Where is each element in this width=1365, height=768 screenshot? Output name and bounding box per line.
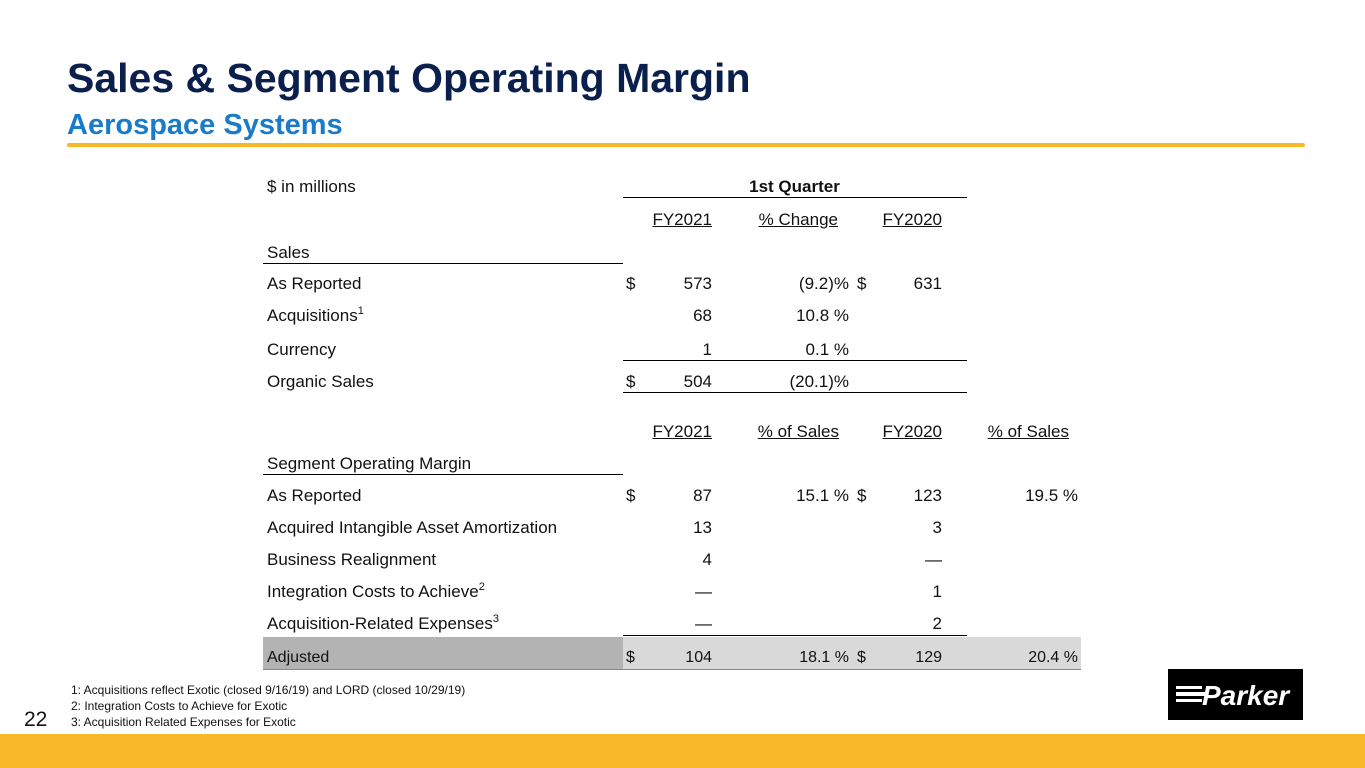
footer-bar bbox=[0, 734, 1365, 768]
cell-fy2020: 631 bbox=[913, 274, 942, 293]
row-label: As Reported bbox=[267, 274, 362, 293]
cell-fy2021: 13 bbox=[693, 518, 712, 537]
row-label: Acquisitions$^1$ bbox=[267, 305, 364, 325]
row-label: Currency bbox=[267, 340, 336, 359]
cell-fy2020: 129 bbox=[915, 649, 942, 666]
cell-fy2021: 504 bbox=[683, 372, 712, 391]
units-label: $ in millions bbox=[267, 177, 356, 196]
page-subtitle: Aerospace Systems bbox=[67, 109, 343, 141]
cell-pct-change: (9.2)% bbox=[798, 274, 849, 293]
cell-fy2021: — bbox=[695, 582, 712, 601]
row-label: Adjusted bbox=[267, 649, 330, 666]
footnote-ref: 2 bbox=[478, 581, 485, 593]
cell-fy2020: — bbox=[925, 550, 942, 569]
table-bottom-rule bbox=[263, 669, 1081, 670]
cell-fy2021: 104 bbox=[685, 649, 712, 666]
currency-symbol: $ bbox=[857, 649, 866, 666]
col-header-fy2020: FY2020 bbox=[882, 422, 942, 441]
col-header-fy2021: FY2021 bbox=[652, 422, 712, 441]
currency-symbol: $ bbox=[626, 649, 635, 666]
cell-fy2020: 123 bbox=[913, 486, 942, 505]
col-header-fy2020: FY2020 bbox=[882, 210, 942, 229]
footnote: 3: Acquisition Related Expenses for Exotic bbox=[71, 715, 296, 729]
row-label: Acquisition-Related Expenses$^3$ bbox=[267, 613, 499, 633]
title-divider bbox=[67, 143, 1305, 147]
cell-pct-change: 0.1 % bbox=[805, 340, 849, 359]
cell-fy2020: 2 bbox=[932, 614, 942, 633]
cell-pct-change: 10.8 % bbox=[796, 306, 849, 325]
row-label: Organic Sales bbox=[267, 372, 374, 391]
footnote: 1: Acquisitions reflect Exotic (closed 9/16/19) and LORD (closed 10/29/19) bbox=[71, 683, 466, 697]
footnote-ref: 3 bbox=[492, 613, 499, 625]
section-segment-margin: Segment Operating Margin bbox=[267, 454, 472, 473]
currency-symbol: $ bbox=[626, 372, 636, 391]
cell-fy2021: 87 bbox=[693, 486, 712, 505]
cell-pct-change: (20.1)% bbox=[789, 372, 849, 391]
section-sales: Sales bbox=[267, 243, 310, 262]
footnote-ref: 1 bbox=[357, 305, 364, 317]
currency-symbol: $ bbox=[857, 274, 867, 293]
currency-symbol: $ bbox=[626, 486, 636, 505]
cell-fy2021: 4 bbox=[702, 550, 712, 569]
parker-logo-icon bbox=[1168, 669, 1303, 720]
section-rule bbox=[263, 263, 623, 264]
period-header: 1st Quarter bbox=[749, 177, 840, 196]
col-header-pct-of-sales: % of Sales bbox=[987, 422, 1069, 441]
currency-symbol: $ bbox=[857, 486, 867, 505]
cell-pct-of-sales: 18.1 % bbox=[799, 649, 849, 666]
cell-pct-of-sales: 20.4 % bbox=[1028, 649, 1078, 666]
row-label: Integration Costs to Achieve$^2$ bbox=[267, 581, 485, 601]
row-label: Business Realignment bbox=[267, 550, 437, 569]
cell-pct-of-sales: 19.5 % bbox=[1025, 486, 1078, 505]
page-number: 22 bbox=[24, 708, 48, 731]
total-rule bbox=[623, 392, 967, 393]
row-label: Acquired Intangible Asset Amortization bbox=[267, 518, 558, 537]
cell-fy2021: 1 bbox=[702, 340, 712, 359]
adjusted-rule bbox=[623, 635, 967, 636]
page-title: Sales & Segment Operating Margin bbox=[67, 55, 751, 101]
col-header-pct-change: % Change bbox=[758, 210, 838, 229]
footnote: 2: Integration Costs to Achieve for Exotic bbox=[71, 699, 288, 713]
period-rule bbox=[623, 197, 967, 198]
parker-logo bbox=[1168, 669, 1303, 720]
cell-fy2021: — bbox=[695, 614, 712, 633]
cell-fy2021: 573 bbox=[683, 274, 712, 293]
col-header-fy2021: FY2021 bbox=[652, 210, 712, 229]
cell-fy2020: 3 bbox=[932, 518, 942, 537]
section-rule bbox=[263, 474, 623, 475]
cell-pct-of-sales: 15.1 % bbox=[796, 486, 849, 505]
currency-symbol: $ bbox=[626, 274, 636, 293]
row-label: As Reported bbox=[267, 486, 362, 505]
subtotal-rule bbox=[623, 360, 967, 361]
cell-fy2021: 68 bbox=[693, 306, 712, 325]
cell-fy2020: 1 bbox=[932, 582, 942, 601]
col-header-pct-of-sales: % of Sales bbox=[757, 422, 839, 441]
svg-text:Parker: Parker bbox=[1202, 680, 1290, 711]
